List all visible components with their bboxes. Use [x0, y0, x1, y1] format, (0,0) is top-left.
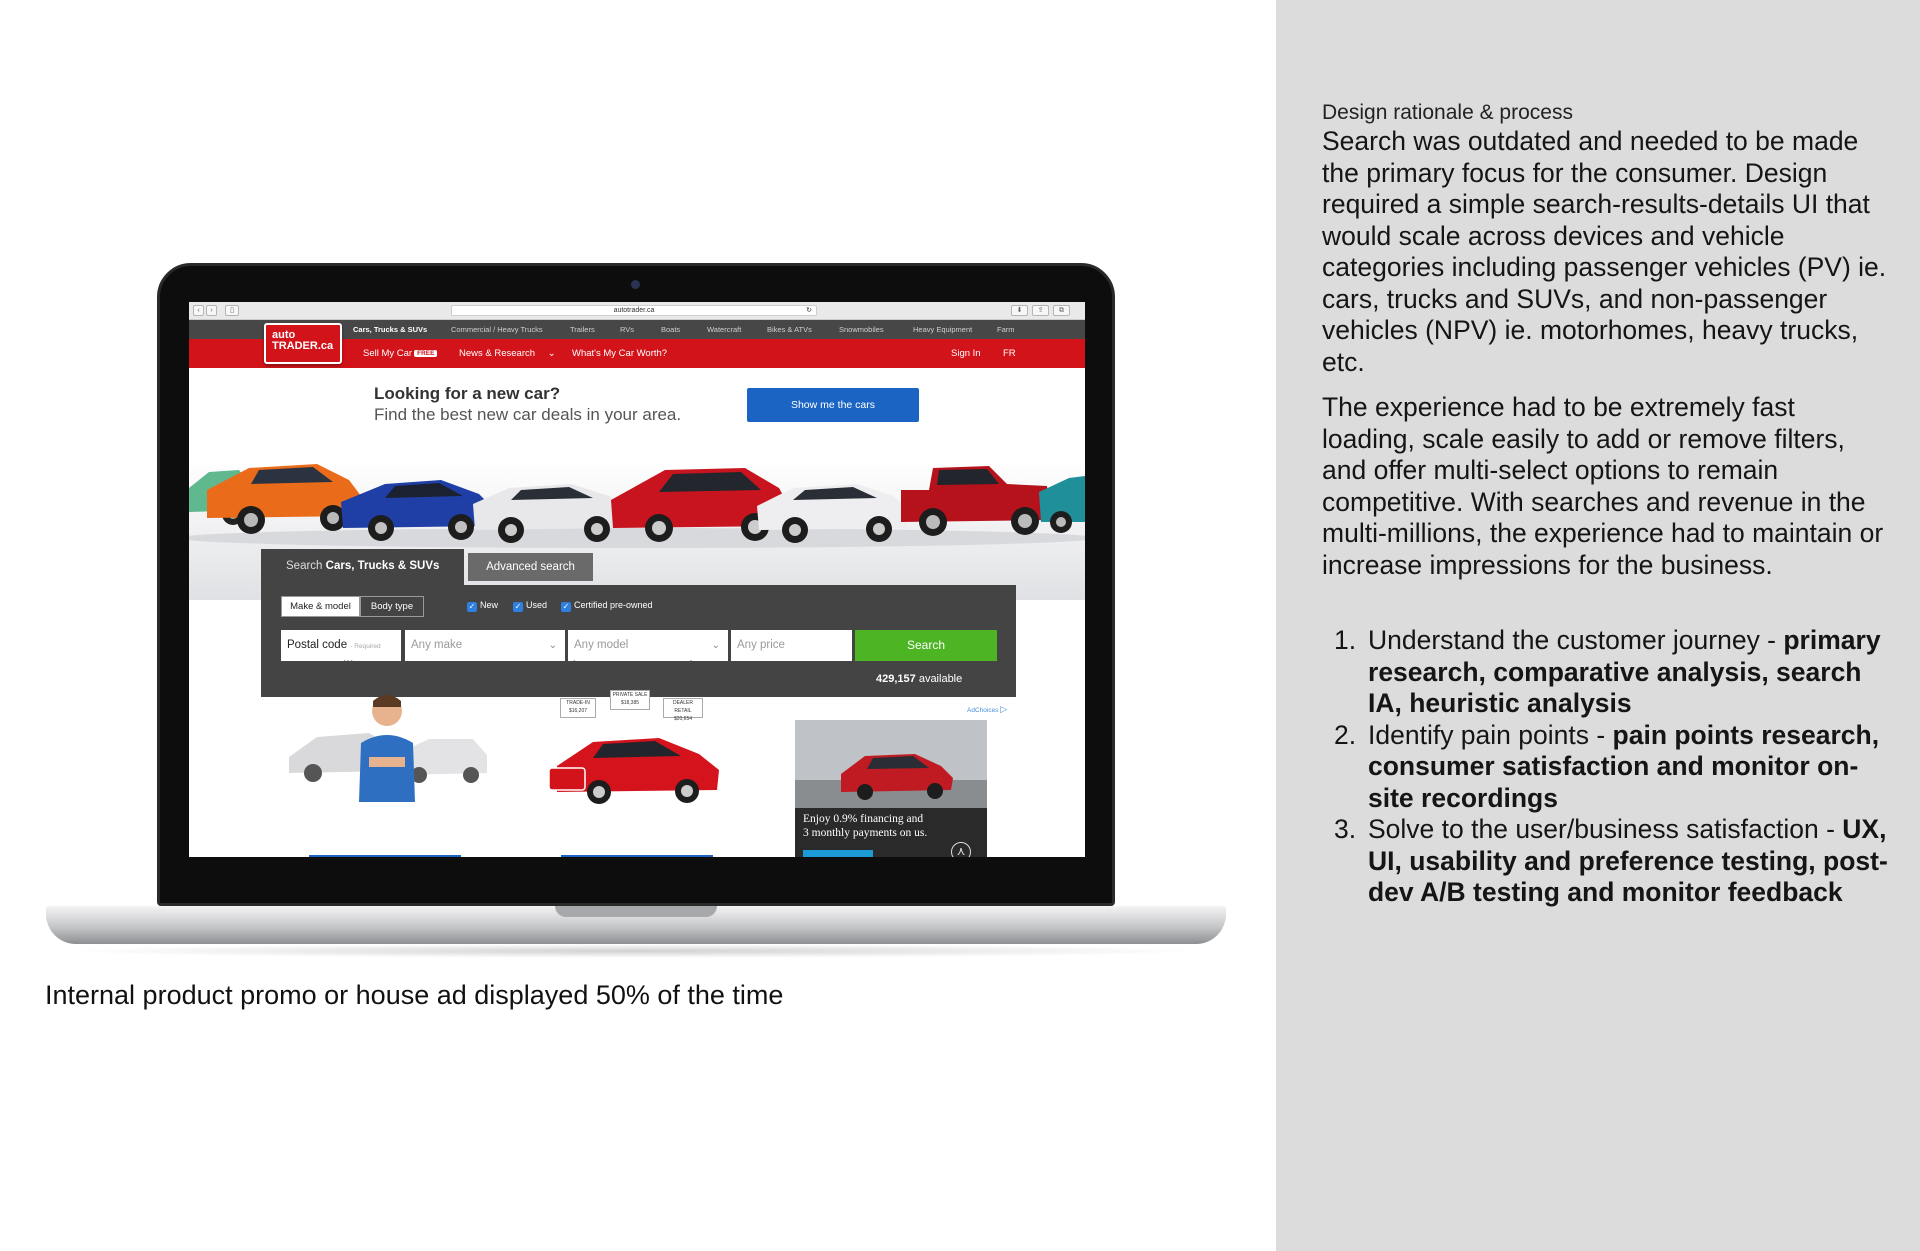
trade-in-tag: [560, 698, 596, 718]
nav-commercial-heavy-trucks[interactable]: Commercial / Heavy Trucks: [451, 325, 543, 334]
rationale-paragraph-2: The experience had to be extremely fast loading, scale easily to add or remove filters, and offer multi-select options to remain competitive. With searches and revenue in the multi-millions, the experience had to maintain or increase impressions for the business.: [1322, 392, 1884, 580]
nav-rvs[interactable]: RVs: [620, 325, 635, 334]
selling-cta-button[interactable]: [309, 855, 461, 857]
design-rationale-panel: [1276, 0, 1920, 1251]
checkbox-icon: ✓: [514, 602, 522, 611]
step-detail: primary research, comparative analysis, search IA, heuristic analysis: [1368, 625, 1881, 718]
selling-your-car-title[interactable]: Selling your car?: [324, 659, 440, 676]
nav-boats[interactable]: Boats: [661, 325, 681, 334]
ad-copy: [803, 812, 927, 840]
checkbox-icon: ✓: [562, 602, 570, 611]
step-lead: Solve to the user/business satisfaction -: [1368, 814, 1843, 844]
nav-bikes-atvs[interactable]: Bikes & ATVs: [767, 325, 812, 334]
body-type-toggle[interactable]: Body type: [360, 596, 424, 617]
logo-line2: TRADER.ca: [272, 340, 334, 352]
checkbox-icon: ✓: [468, 602, 476, 611]
postal-required-hint: - Required: [350, 643, 381, 650]
show-me-the-cars-button[interactable]: Show me the cars: [747, 388, 919, 422]
camera-icon: [631, 280, 640, 289]
step-number: 3.: [1334, 814, 1357, 844]
price-select[interactable]: Any price: [731, 630, 852, 661]
chevron-down-icon: ⌄: [548, 640, 557, 651]
news-research-label: News & Research: [459, 348, 536, 359]
rationale-paragraph-1: Search was outdated and needed to be made the primary focus for the consumer. Design required a simple search-results-details UI that would scale across devices and vehicle categories including passenger vehicles (PV) ie. cars, trucks and SUVs, and non-passenger vehicles (NPV) ie. motorhomes, heavy trucks, etc.: [1322, 126, 1887, 377]
process-step: [1322, 814, 1894, 909]
logo-line1: auto: [272, 329, 296, 341]
model-select-value: Any model: [574, 639, 629, 651]
sell-my-car-label: Sell My Car: [363, 348, 413, 359]
nav-farm[interactable]: Farm: [997, 325, 1015, 334]
available-number: 429,157: [876, 673, 916, 685]
news-research-link[interactable]: [459, 348, 556, 359]
whats-my-car-worth-title[interactable]: What's my car worth?: [558, 659, 707, 676]
language-toggle[interactable]: FR: [1003, 348, 1016, 359]
ad-line2: 3 monthly payments on us.: [803, 827, 928, 839]
model-select[interactable]: [568, 630, 728, 661]
adchoices-link[interactable]: [967, 704, 1007, 715]
make-select[interactable]: [405, 630, 565, 661]
used-checkbox[interactable]: [513, 600, 547, 612]
nav-snowmobiles[interactable]: Snowmobiles: [839, 325, 884, 334]
ad-line1: Enjoy 0.9% financing and: [803, 813, 924, 825]
adchoices-label: AdChoices: [967, 707, 999, 714]
dealer-retail-label: DEALER RETAIL: [672, 700, 693, 714]
ad-car-image: [795, 720, 987, 808]
trade-in-value: $16,207: [568, 708, 588, 714]
laptop-notch: [555, 906, 717, 917]
worth-cta-button[interactable]: [561, 855, 713, 857]
browser-toolbar: [189, 302, 1085, 320]
cpo-label: Certified pre-owned: [574, 600, 653, 610]
private-sale-label: PRIVATE SALE: [612, 692, 648, 698]
step-number: 2.: [1334, 719, 1357, 750]
postal-code-label: Postal code: [287, 639, 348, 651]
hero-cars-image: [189, 430, 1085, 550]
sign-in-link[interactable]: Sign In: [951, 348, 981, 359]
step-number: 1.: [1334, 625, 1357, 655]
nav-cars-trucks-suvs[interactable]: Cars, Trucks & SUVs: [353, 325, 428, 334]
available-count: [876, 673, 962, 685]
laptop-screen: [189, 302, 1085, 857]
private-sale-value: $18,385: [620, 700, 640, 706]
chevron-down-icon: ⌄: [547, 348, 556, 359]
new-label: New: [480, 600, 499, 610]
adchoices-icon: ▷: [1000, 704, 1008, 714]
step-detail: pain points research, consumer satisfaction and monitor on-site recordings: [1368, 719, 1880, 813]
ad-cta-button[interactable]: [803, 850, 873, 857]
hero-title: Looking for a new car?: [374, 384, 561, 403]
whats-my-car-worth-link[interactable]: What's My Car Worth?: [572, 348, 668, 359]
search-panel: [261, 585, 1016, 697]
available-label: available: [915, 673, 963, 685]
back-icon[interactable]: ‹: [193, 305, 204, 316]
new-checkbox[interactable]: [467, 600, 498, 612]
nav-watercraft[interactable]: Watercraft: [707, 325, 742, 334]
process-steps-list: [1322, 625, 1894, 909]
hero-subtitle: Find the best new car deals in your area.: [374, 405, 682, 424]
car-worth-image: [549, 720, 725, 804]
share-icon[interactable]: ⇪: [1032, 305, 1049, 316]
cpo-checkbox[interactable]: [561, 600, 653, 612]
brand-logo-icon: ⋏: [951, 842, 971, 857]
step-lead: Identify pain points -: [1368, 719, 1613, 750]
search-button[interactable]: Search: [855, 630, 997, 661]
used-label: Used: [526, 600, 548, 610]
tabs-icon[interactable]: ⧉: [1053, 305, 1070, 316]
download-icon[interactable]: ⬇: [1011, 305, 1028, 316]
tab-search-prefix: Search: [286, 560, 326, 572]
autotrader-logo[interactable]: [264, 323, 342, 364]
chevron-down-icon: ⌄: [711, 640, 720, 651]
dealer-retail-value: $20,654: [673, 716, 693, 722]
private-sale-tag: [610, 690, 650, 710]
nav-trailers[interactable]: Trailers: [570, 325, 595, 334]
reload-icon[interactable]: ↻: [806, 307, 812, 314]
sell-my-car-link[interactable]: [363, 348, 437, 359]
process-step: [1322, 625, 1894, 720]
mockup-caption: Internal product promo or house ad displayed 50% of the time: [45, 980, 784, 1010]
tab-search-cars[interactable]: [261, 549, 464, 585]
tab-advanced-search[interactable]: Advanced search: [468, 553, 593, 581]
url-bar[interactable]: [451, 305, 817, 316]
laptop-shadow: [60, 944, 1210, 958]
make-select-value: Any make: [411, 639, 463, 651]
step-detail: UX, UI, usability and preference testing, post-dev A/B testing and monitor feedback: [1368, 814, 1888, 907]
tab-search-category: Cars, Trucks & SUVs: [325, 560, 440, 572]
url-text: autotrader.ca: [613, 307, 655, 314]
nav-heavy-equipment[interactable]: Heavy Equipment: [913, 325, 973, 334]
sidebar-icon[interactable]: ▯: [225, 305, 239, 316]
postal-code-input[interactable]: [281, 630, 401, 661]
selling-car-image: [289, 687, 489, 802]
forward-icon[interactable]: ›: [206, 305, 217, 316]
display-ad[interactable]: [795, 720, 987, 857]
trade-in-label: TRADE-IN: [566, 700, 590, 706]
make-model-toggle[interactable]: Make & model: [281, 596, 360, 617]
process-step: [1322, 720, 1894, 815]
free-badge: FREE: [414, 350, 437, 357]
panel-heading: Design rationale & process: [1322, 101, 1573, 124]
dealer-retail-tag: [663, 698, 703, 722]
step-lead: Understand the customer journey -: [1368, 625, 1784, 655]
